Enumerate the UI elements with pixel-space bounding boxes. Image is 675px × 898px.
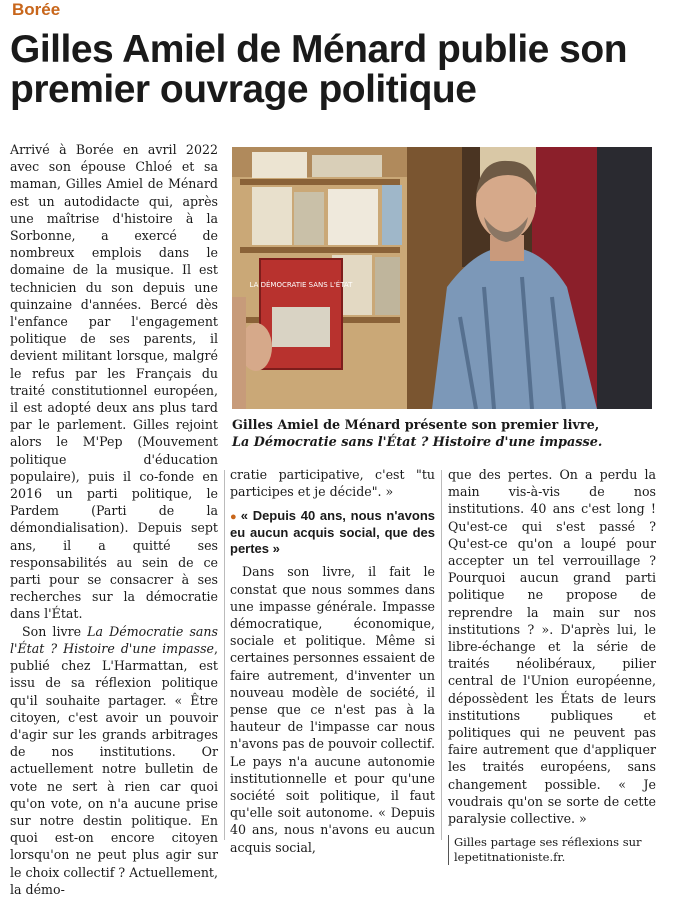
- article-headline: Gilles Amiel de Ménard publie son premier ouvrage politique: [10, 28, 628, 111]
- bullet-icon: ●: [230, 511, 238, 524]
- author-note: Gilles partage ses réflexions sur lepetitnationiste.fr.: [448, 835, 656, 865]
- paragraph-continued: cratie participative, c'est "tu participes et je décide". »: [230, 467, 435, 500]
- book-title: La Démocratie sans l'État ? Histoire d'une impasse: [10, 623, 218, 656]
- section-kicker: Borée: [12, 0, 61, 19]
- pull-quote: ● « Depuis 40 ans, nous n'avons eu aucun acquis social, que des pertes »: [230, 508, 435, 557]
- article-column-2: [230, 466, 435, 856]
- photo-caption-line2: La Démocratie sans l'État ? Histoire d'une impasse.: [232, 435, 603, 450]
- article-column-3: [448, 466, 656, 865]
- paragraph-conclusion: que des pertes. On a perdu la main vis-à-vis de nos institutions. 40 ans c'est long ! Qu'est-ce qui s'est passé ? Qu'est-ce qu'on a loupé pour accepter un tel verrouillage ? Pourquoi aucun grand parti politique ne propose de reprendre la main sur nos institutions ? ». D'après lui, le libre-échange et la série de traités néolibéraux, pilier central de l'Union européenne, dépossèdent les États de leurs institutions publiques et politiques qui ne peuvent pas faire autrement que d'appliquer les traités européens, sans changement possible. « Je voudrais qu'on se sorte de cette paralysie collective. »: [448, 467, 656, 827]
- photo-caption-line1: Gilles Amiel de Ménard présente son premier livre,: [232, 418, 600, 433]
- column-rule: [441, 470, 442, 840]
- paragraph-intro: Arrivé à Borée en avril 2022 avec son épouse Chloé et sa maman, Gilles Amiel de Ménard est un autodidacte qui, après une maîtrise d'histoire à la Sorbonne, a exercé de nombreux emplois dans le domaine de la musique. Il est technicien du son depuis une quinzaine d'années. Bercé dès l'enfance par l'engagement politique de ses parents, il devient militant lorsque, malgré le refus par les Français du traité constitutionnel européen, il est adopté deux ans plus tard par le parlement. Gilles rejoint alors le M'Pep (Mouvement politique d'éducation populaire), puis il co-fonde en 2016 un parti politique, le Pardem (Parti de la démondialisation). Depuis sept ans, il a quitté ses responsabilités au sein de ce parti pour se consacrer à ses recherches sur la démocratie dans l'État.: [10, 142, 218, 622]
- paragraph-analysis: Dans son livre, il fait le constat que nous sommes dans une impasse générale. Impasse démocratique, économique, sociale et politique. Même si certaines personnes essaient de faire autrement, d'inventer un nouveau modèle de société, il pense que ce n'est pas à la hauteur de l'impasse car nous n'avons pas de pouvoir collectif. Le pays n'a aucune autonomie institutionnelle et pour qu'une société soit politique, il faut qu'elle soit autonome. « Depuis 40 ans, nous n'avons eu aucun acquis social,: [230, 564, 435, 855]
- book-cover-title: LA DÉMOCRATIE SANS L'ÉTAT: [249, 281, 353, 289]
- photo-illustration: [232, 147, 652, 409]
- photo-caption: [232, 417, 657, 451]
- paragraph-book: Son livre La Démocratie sans l'État ? Histoire d'une impasse, publié chez L'Harmattan, est issu de sa réflexion politique qu'il souhaite partager. « Être citoyen, c'est avoir un pouvoir d'agir sur les grands arbitrages de nos institutions. Or actuellement notre bulletin de vote ne sert à rien car quoi qu'on vote, on n'a aucune prise sur notre destin politique. En quoi est-on encore citoyen lorsqu'on ne peut plus agir sur le choix collectif ? Actuellement, la démo-: [10, 623, 218, 897]
- article-column-1: [10, 141, 218, 898]
- article-photo: [232, 147, 652, 409]
- column-rule: [224, 470, 225, 840]
